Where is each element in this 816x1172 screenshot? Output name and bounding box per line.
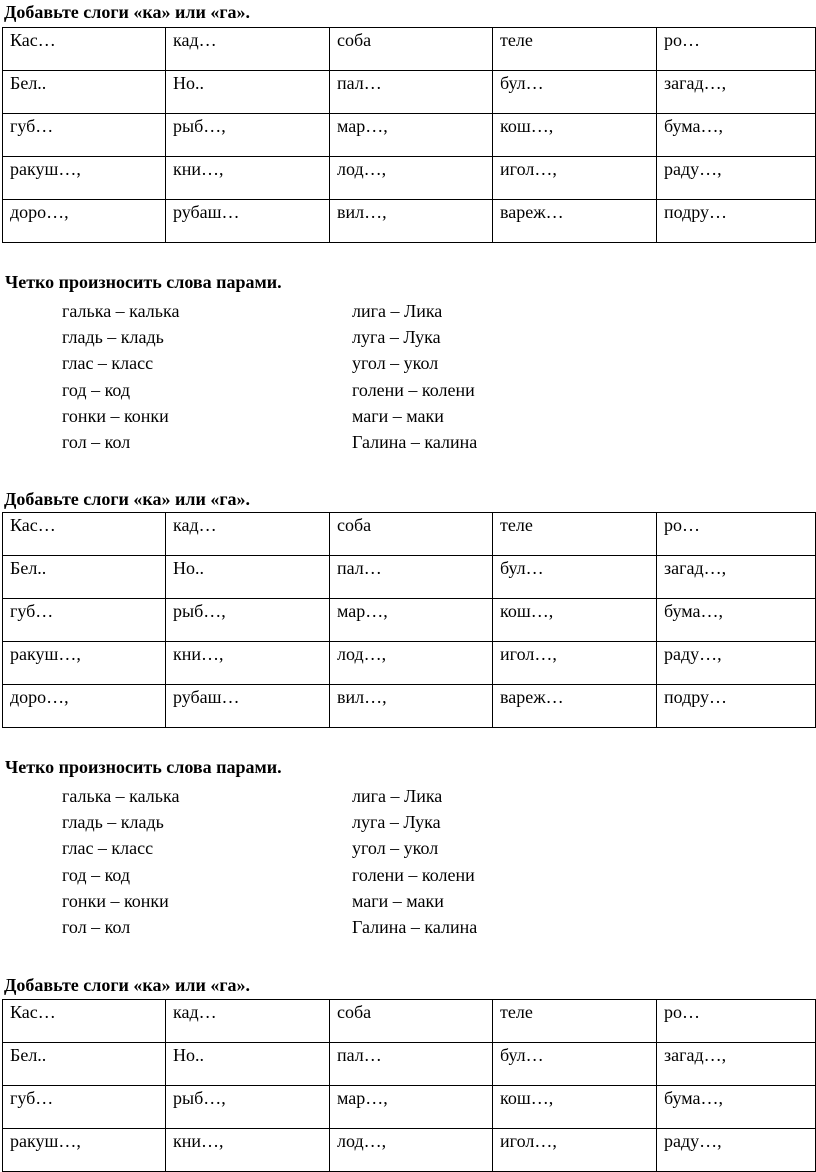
word-cell: бума…, <box>657 114 816 157</box>
word-cell: кад… <box>166 513 330 556</box>
word-pair-right: луга – Лука <box>352 812 441 833</box>
word-pair-right: луга – Лука <box>352 327 441 348</box>
word-cell: кад… <box>166 1000 330 1043</box>
word-cell: игол…, <box>493 1129 657 1172</box>
word-pair-left: гонки – конки <box>62 890 169 911</box>
word-cell: вил…, <box>330 200 493 243</box>
table-row <box>3 157 816 200</box>
word-cell: бул… <box>493 556 657 599</box>
table-row <box>3 71 816 114</box>
word-pair-left: гладь – кладь <box>62 327 164 348</box>
word-cell: рыб…, <box>166 599 330 642</box>
word-cell: рыб…, <box>166 1086 330 1129</box>
word-cell: бул… <box>493 1043 657 1086</box>
word-pair-left: галька – калька <box>62 301 180 321</box>
word-cell: кни…, <box>166 642 330 685</box>
word-cell: ракуш…, <box>3 1129 166 1172</box>
exercise-heading: Добавьте слоги «ка» или «га». <box>4 975 251 995</box>
table-row <box>3 1000 816 1043</box>
word-cell: бума…, <box>657 599 816 642</box>
word-pair-right: маги – маки <box>352 405 444 426</box>
word-cell: бул… <box>493 71 657 114</box>
word-cell: пал… <box>330 556 493 599</box>
word-cell: кад… <box>166 28 330 71</box>
word-pair-row <box>0 432 816 458</box>
word-cell: кош…, <box>493 1086 657 1129</box>
word-cell: теле <box>493 513 657 556</box>
word-cell: рубаш… <box>166 685 330 728</box>
word-cell: мар…, <box>330 599 493 642</box>
table-row <box>3 685 816 728</box>
word-cell: губ… <box>3 599 166 642</box>
word-cell: игол…, <box>493 642 657 685</box>
word-cell: соба <box>330 1000 493 1043</box>
word-cell: ракуш…, <box>3 642 166 685</box>
word-cell: соба <box>330 28 493 71</box>
word-cell: игол…, <box>493 157 657 200</box>
word-cell: Кас… <box>3 1000 166 1043</box>
word-pair-left: год – код <box>62 864 131 885</box>
syllable-table <box>2 512 816 728</box>
word-cell: Но.. <box>166 1043 330 1086</box>
word-cell: лод…, <box>330 642 493 685</box>
word-pair-right: Галина – калина <box>352 917 478 937</box>
word-cell: лод…, <box>330 157 493 200</box>
word-pair-left: глас – класс <box>62 353 154 374</box>
table-row <box>3 556 816 599</box>
word-cell: кни…, <box>166 157 330 200</box>
word-pair-row <box>0 406 816 432</box>
word-cell: рыб…, <box>166 114 330 157</box>
word-cell: вареж… <box>493 685 657 728</box>
word-cell: раду…, <box>657 1129 816 1172</box>
table-row <box>3 513 816 556</box>
word-pair-right: маги – маки <box>352 890 444 911</box>
word-cell: ро… <box>657 28 816 71</box>
word-cell: загад…, <box>657 1043 816 1086</box>
syllable-table <box>2 27 816 243</box>
word-cell: Но.. <box>166 71 330 114</box>
word-pair-left: гол – кол <box>62 917 131 937</box>
word-pair-right: голени – колени <box>352 864 475 885</box>
word-cell: вареж… <box>493 200 657 243</box>
word-pair-right: угол – укол <box>352 353 439 374</box>
word-pair-left: галька – калька <box>62 786 180 806</box>
table-row <box>3 114 816 157</box>
word-cell: Кас… <box>3 28 166 71</box>
word-pair-left: гол – кол <box>62 432 131 452</box>
word-cell: лод…, <box>330 1129 493 1172</box>
exercise-heading: Добавьте слоги «ка» или «га». <box>4 489 251 509</box>
word-cell: бума…, <box>657 1086 816 1129</box>
word-pair-row <box>0 353 816 379</box>
word-cell: раду…, <box>657 157 816 200</box>
word-pair-row <box>0 865 816 891</box>
word-pair-row <box>0 301 816 327</box>
word-cell: Бел.. <box>3 1043 166 1086</box>
table-row <box>3 642 816 685</box>
pairs-heading: Четко произносить слова парами. <box>5 272 282 292</box>
word-cell: Бел.. <box>3 556 166 599</box>
word-cell: пал… <box>330 71 493 114</box>
word-cell: мар…, <box>330 114 493 157</box>
word-cell: доро…, <box>3 200 166 243</box>
word-cell: ракуш…, <box>3 157 166 200</box>
pairs-heading: Четко произносить слова парами. <box>5 757 282 777</box>
word-cell: губ… <box>3 1086 166 1129</box>
word-cell: подру… <box>657 200 816 243</box>
word-cell: загад…, <box>657 556 816 599</box>
word-pair-row <box>0 812 816 838</box>
word-pair-row <box>0 891 816 917</box>
word-pair-row <box>0 327 816 353</box>
word-cell: вил…, <box>330 685 493 728</box>
table-row <box>3 200 816 243</box>
word-pair-left: гладь – кладь <box>62 812 164 833</box>
table-row <box>3 1043 816 1086</box>
word-pair-row <box>0 838 816 864</box>
word-pair-row <box>0 917 816 943</box>
word-pair-right: лига – Лика <box>352 786 443 806</box>
word-cell: кош…, <box>493 599 657 642</box>
word-cell: доро…, <box>3 685 166 728</box>
word-cell: пал… <box>330 1043 493 1086</box>
table-row <box>3 28 816 71</box>
word-pair-left: гонки – конки <box>62 405 169 426</box>
word-cell: мар…, <box>330 1086 493 1129</box>
word-cell: Бел.. <box>3 71 166 114</box>
word-pair-right: Галина – калина <box>352 432 478 452</box>
word-pair-left: год – код <box>62 379 131 400</box>
word-pair-row <box>0 380 816 406</box>
word-cell: теле <box>493 1000 657 1043</box>
exercise-heading: Добавьте слоги «ка» или «га». <box>4 2 251 22</box>
word-cell: раду…, <box>657 642 816 685</box>
word-cell: кош…, <box>493 114 657 157</box>
word-cell: соба <box>330 513 493 556</box>
word-pair-left: глас – класс <box>62 838 154 859</box>
table-row <box>3 1086 816 1129</box>
word-cell: подру… <box>657 685 816 728</box>
word-cell: Кас… <box>3 513 166 556</box>
table-row <box>3 599 816 642</box>
word-cell: теле <box>493 28 657 71</box>
table-row <box>3 1129 816 1172</box>
word-pair-right: голени – колени <box>352 379 475 400</box>
word-pair-right: лига – Лика <box>352 301 443 321</box>
word-pair-row <box>0 786 816 812</box>
word-cell: загад…, <box>657 71 816 114</box>
word-cell: ро… <box>657 513 816 556</box>
syllable-table <box>2 999 816 1172</box>
word-cell: ро… <box>657 1000 816 1043</box>
word-pair-right: угол – укол <box>352 838 439 859</box>
word-cell: кни…, <box>166 1129 330 1172</box>
word-cell: губ… <box>3 114 166 157</box>
word-cell: Но.. <box>166 556 330 599</box>
word-cell: рубаш… <box>166 200 330 243</box>
